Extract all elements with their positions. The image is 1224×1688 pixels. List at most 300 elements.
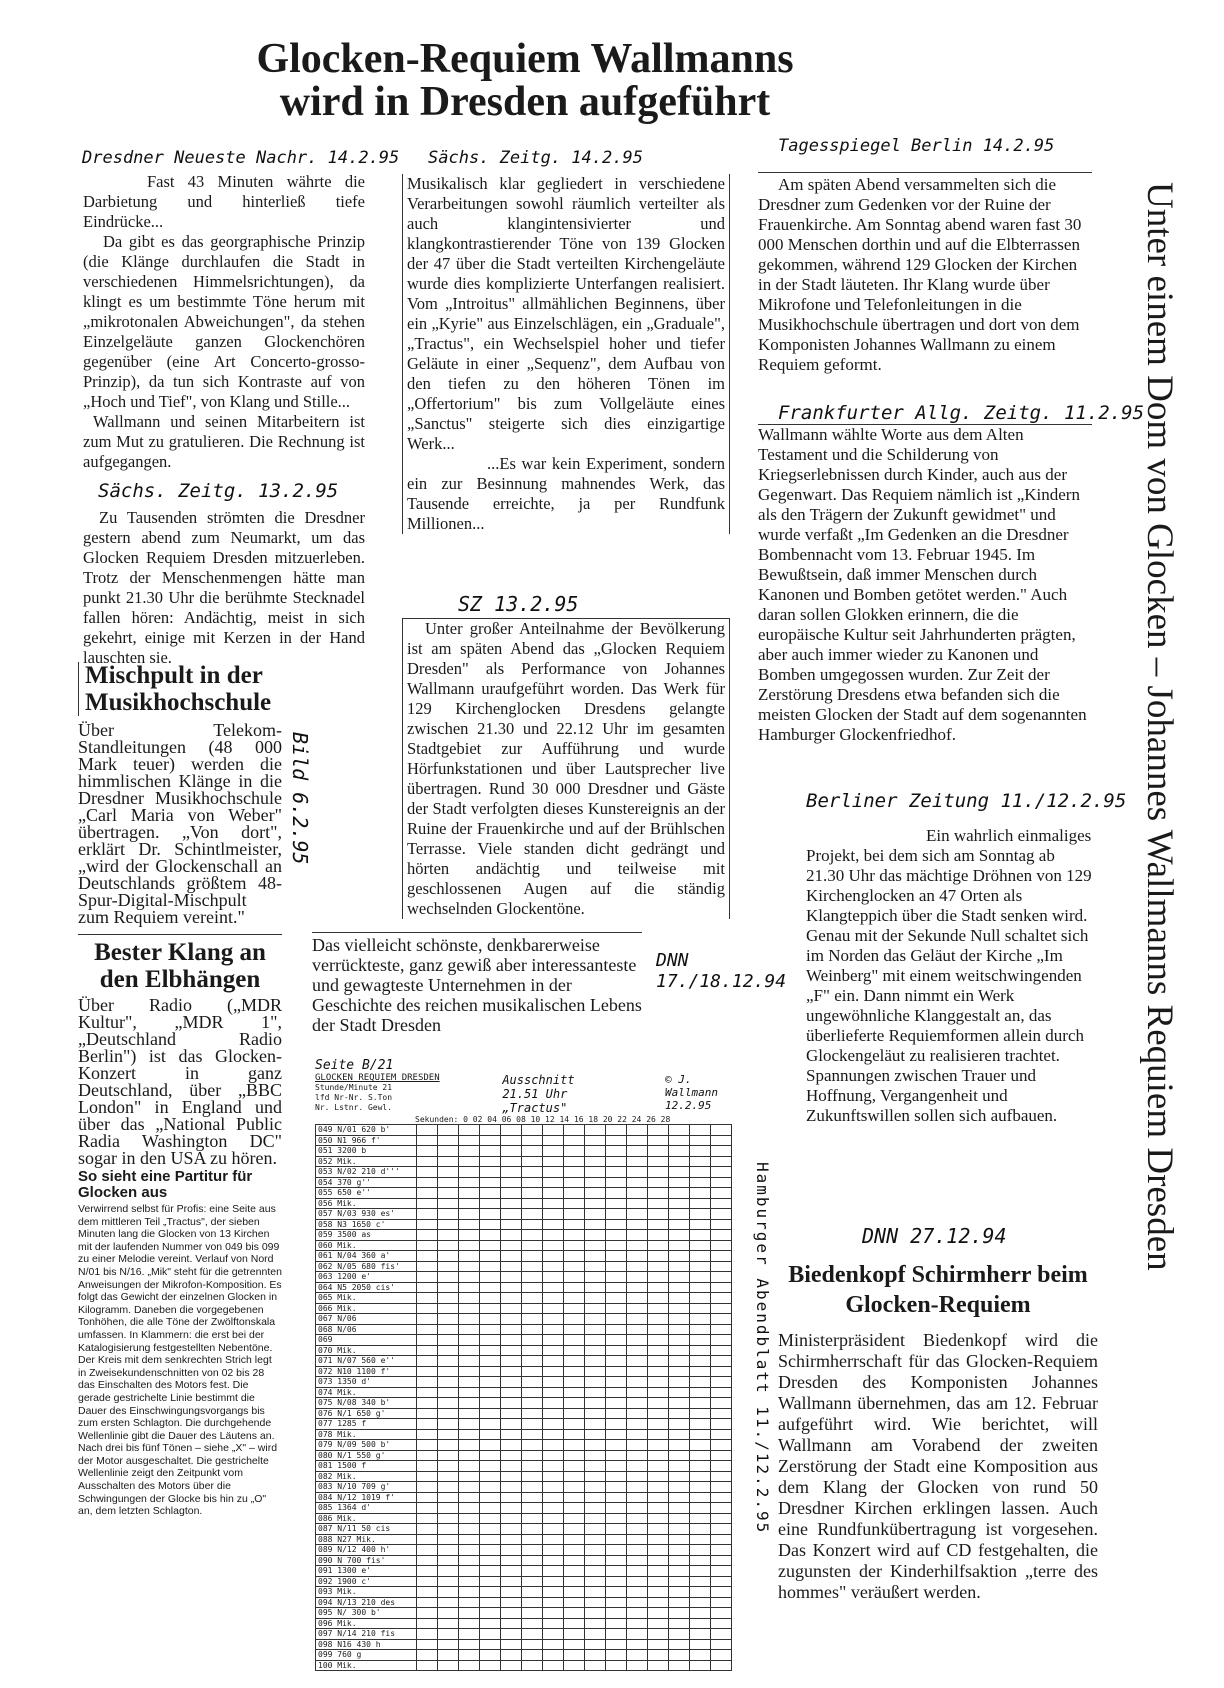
score-cell xyxy=(711,1398,732,1409)
score-cell xyxy=(564,1303,585,1314)
score-row-label: 061 N/04 360 a' xyxy=(316,1251,417,1262)
score-cell xyxy=(501,1167,522,1178)
score-cell xyxy=(669,1261,690,1272)
score-cell xyxy=(459,1240,480,1251)
score-cell xyxy=(711,1440,732,1451)
score-cell xyxy=(438,1650,459,1661)
score-cell xyxy=(438,1629,459,1640)
score-cell xyxy=(564,1587,585,1598)
score-row xyxy=(316,1324,732,1335)
score-cell xyxy=(711,1272,732,1283)
score-cell xyxy=(648,1377,669,1388)
score-cell xyxy=(690,1566,711,1577)
score-cell xyxy=(480,1566,501,1577)
score-cell xyxy=(648,1261,669,1272)
score-cell xyxy=(606,1576,627,1587)
score-cell xyxy=(480,1408,501,1419)
score-cell xyxy=(501,1419,522,1430)
score-row xyxy=(316,1419,732,1430)
score-cell xyxy=(480,1156,501,1167)
score-cell xyxy=(669,1524,690,1535)
score-cell xyxy=(522,1597,543,1608)
score-row-label: 051 3200 b xyxy=(316,1146,417,1157)
score-cell xyxy=(606,1209,627,1220)
score-page: Seite B/21 xyxy=(315,1058,394,1073)
article-berliner: Ein wahrlich einmaliges Projekt, bei dem sich am Sonntag ab 21.30 Uhr das mächtige Dröhnen von 129 Kirchenglocken an 47 Orten als Klangteppich über die Stadt senken wird. Genau mit der Sekunde Null schaltet sich im Norden das Geläut der Kirche „Im Weinberg" mit einem weitschwingenden „F" ein. Dann nimmt ein Werk ungewöhnliche Klanggestalt an, das überlieferte Requiemformen allein durch Glockengeläut zu realisieren trachtet. Spannungen zwischen Trauer und Hoffnung, Vergangenheit und Zukunftswillen sollen sich aufbauen. xyxy=(806,826,1092,1125)
score-cell xyxy=(690,1576,711,1587)
score-cell xyxy=(522,1240,543,1251)
score-cell xyxy=(543,1167,564,1178)
score-cell xyxy=(564,1146,585,1157)
score-cell xyxy=(501,1125,522,1136)
score-row-label: 090 N 700 fis' xyxy=(316,1555,417,1566)
score-cell xyxy=(606,1198,627,1209)
score-cell xyxy=(543,1230,564,1241)
score-cell xyxy=(585,1471,606,1482)
score-cell xyxy=(417,1440,438,1451)
article-sz14 xyxy=(402,174,730,534)
score-row xyxy=(316,1492,732,1503)
score-row xyxy=(316,1524,732,1535)
score-cell xyxy=(501,1429,522,1440)
score-cell xyxy=(711,1293,732,1304)
score-cell xyxy=(501,1471,522,1482)
score-cell xyxy=(438,1135,459,1146)
score-cell xyxy=(690,1230,711,1241)
score-cell xyxy=(627,1156,648,1167)
score-cell xyxy=(690,1450,711,1461)
score-cell xyxy=(669,1282,690,1293)
score-cell xyxy=(522,1282,543,1293)
score-cell xyxy=(606,1335,627,1346)
score-cell xyxy=(480,1345,501,1356)
score-cell xyxy=(627,1513,648,1524)
score-cell xyxy=(417,1272,438,1283)
score-cell xyxy=(564,1618,585,1629)
score-cell xyxy=(669,1461,690,1472)
score-cell xyxy=(585,1261,606,1272)
score-row-label: 067 N/06 xyxy=(316,1314,417,1325)
score-cell xyxy=(627,1125,648,1136)
score-cell xyxy=(585,1566,606,1577)
score-cell xyxy=(459,1608,480,1619)
score-cell xyxy=(543,1293,564,1304)
score-cell xyxy=(501,1377,522,1388)
score-cell xyxy=(606,1629,627,1640)
score-cell xyxy=(669,1576,690,1587)
score-cell xyxy=(627,1408,648,1419)
score-cell xyxy=(438,1303,459,1314)
score-cell xyxy=(522,1156,543,1167)
score-cell xyxy=(627,1429,648,1440)
score-cell xyxy=(459,1335,480,1346)
score-cell xyxy=(711,1335,732,1346)
score-cell xyxy=(417,1335,438,1346)
headline xyxy=(205,38,845,124)
score-cell xyxy=(522,1324,543,1335)
score-cell xyxy=(501,1209,522,1220)
score-cell xyxy=(522,1377,543,1388)
score-cell xyxy=(522,1293,543,1304)
score-cell xyxy=(606,1303,627,1314)
score-cell xyxy=(459,1503,480,1514)
dnn14-p3: Wallmann und seinen Mitarbeitern ist zum Mut zu gratulieren. Die Rechnung ist aufgegangen. xyxy=(83,412,365,471)
score-cell xyxy=(522,1408,543,1419)
score-cell xyxy=(543,1314,564,1325)
score-cell xyxy=(669,1566,690,1577)
article-sz13b: Unter großer Anteilnahme der Bevölkerung ist am späten Abend das „Glocken Requiem Dresden" als Performance von Johannes Wallmann uraufgeführt worden. Das Werk für 129 Kirchenglocken Dresdens gelangte zwischen 21.30 und 22.12 Uhr im gesamten Stadtgebiet zur Aufführung und wurde Hörfunkstationen und über Lautsprecher live übertragen. Rund 30 000 Dresdner und Gäste der Stadt verfolgten dieses Kunstereignis an der Ruine der Frauenkirche und auf der Brühlschen Terrasse. Viele standen dicht gedrängt und hörten andächtig und teilweise mit geschlossenen Augen auf die ständig wechselnden Glockentöne. xyxy=(402,618,730,919)
score-row xyxy=(316,1440,732,1451)
score-cell xyxy=(606,1587,627,1598)
score-cell xyxy=(669,1293,690,1304)
score-cell xyxy=(648,1356,669,1367)
score-row xyxy=(316,1555,732,1566)
score-cell xyxy=(417,1219,438,1230)
score-cell xyxy=(543,1188,564,1199)
score-cell xyxy=(522,1188,543,1199)
score-cell xyxy=(627,1503,648,1514)
score-cell xyxy=(480,1261,501,1272)
score-cell xyxy=(459,1314,480,1325)
source-sz-13b: SZ 13.2.95 xyxy=(458,592,579,616)
score-cell xyxy=(480,1230,501,1241)
score-row-label: 072 N10 1100 f' xyxy=(316,1366,417,1377)
score-cell xyxy=(459,1482,480,1493)
score-row-label: 068 N/06 xyxy=(316,1324,417,1335)
score-cell xyxy=(648,1492,669,1503)
score-cell xyxy=(417,1555,438,1566)
score-cell xyxy=(438,1324,459,1335)
score-row xyxy=(316,1335,732,1346)
score-cell xyxy=(648,1240,669,1251)
score-cell xyxy=(606,1660,627,1671)
score-cell xyxy=(417,1618,438,1629)
score-cell xyxy=(648,1429,669,1440)
score-cell xyxy=(606,1618,627,1629)
source-hamburg: Hamburger Abendblatt 11./12.2.95 xyxy=(753,1162,772,1535)
score-cell xyxy=(543,1209,564,1220)
score-cell xyxy=(564,1576,585,1587)
score-cell xyxy=(711,1429,732,1440)
score-cell xyxy=(501,1555,522,1566)
score-cell xyxy=(459,1272,480,1283)
score-cell xyxy=(648,1135,669,1146)
score-row xyxy=(316,1503,732,1514)
score-row xyxy=(316,1261,732,1272)
score-cell xyxy=(438,1282,459,1293)
score-cell xyxy=(543,1156,564,1167)
score-cell xyxy=(690,1398,711,1409)
score-cell xyxy=(627,1461,648,1472)
score-cell xyxy=(711,1230,732,1241)
score-row-label: 060 Mik. xyxy=(316,1240,417,1251)
score-row-label: 094 N/13 210 des xyxy=(316,1597,417,1608)
score-row xyxy=(316,1377,732,1388)
score-cell xyxy=(522,1471,543,1482)
score-cell xyxy=(627,1167,648,1178)
score-cell xyxy=(417,1251,438,1262)
score-cell xyxy=(438,1314,459,1325)
score-cell xyxy=(501,1188,522,1199)
score-cell xyxy=(480,1482,501,1493)
score-cell xyxy=(543,1471,564,1482)
score-cell xyxy=(501,1146,522,1157)
score-cell xyxy=(585,1177,606,1188)
score-row-label: 091 1300 e' xyxy=(316,1566,417,1577)
score-cell xyxy=(711,1513,732,1524)
score-cell xyxy=(669,1482,690,1493)
score-cell xyxy=(690,1545,711,1556)
score-row-label: 098 N16 430 h xyxy=(316,1639,417,1650)
score-cell xyxy=(627,1419,648,1430)
score-cell xyxy=(690,1177,711,1188)
score-cell xyxy=(585,1419,606,1430)
score-cell xyxy=(690,1198,711,1209)
score-row xyxy=(316,1618,732,1629)
score-cell xyxy=(480,1335,501,1346)
score-cell xyxy=(669,1618,690,1629)
score-cell xyxy=(669,1639,690,1650)
score-row-label: 087 N/11 50 cis xyxy=(316,1524,417,1535)
article-dnn14 xyxy=(83,172,365,472)
score-cell xyxy=(501,1156,522,1167)
score-cell xyxy=(585,1293,606,1304)
score-cell xyxy=(690,1272,711,1283)
score-cell xyxy=(501,1324,522,1335)
score-cell xyxy=(585,1629,606,1640)
score-cell xyxy=(522,1534,543,1545)
score-cell xyxy=(585,1240,606,1251)
score-cell xyxy=(690,1513,711,1524)
score-cell xyxy=(690,1240,711,1251)
score-cell xyxy=(438,1408,459,1419)
score-cell xyxy=(480,1419,501,1430)
score-cell xyxy=(627,1545,648,1556)
score-row-label: 069 xyxy=(316,1335,417,1346)
score-cell xyxy=(585,1545,606,1556)
score-cell xyxy=(459,1650,480,1661)
score-cell xyxy=(501,1566,522,1577)
score-cell xyxy=(543,1366,564,1377)
score-row xyxy=(316,1398,732,1409)
score-cell xyxy=(669,1156,690,1167)
score-cell xyxy=(480,1398,501,1409)
score-cell xyxy=(543,1660,564,1671)
score-cell xyxy=(438,1450,459,1461)
score-cell xyxy=(417,1146,438,1157)
score-cell xyxy=(522,1209,543,1220)
article-dnn27 xyxy=(778,1260,1098,1603)
score-cell xyxy=(627,1618,648,1629)
score-cell xyxy=(669,1492,690,1503)
score-cell xyxy=(648,1251,669,1262)
score-cell xyxy=(627,1650,648,1661)
score-cell xyxy=(648,1198,669,1209)
score-cell xyxy=(543,1545,564,1556)
score-cell xyxy=(522,1272,543,1283)
score-row-label: 075 N/08 340 b' xyxy=(316,1398,417,1409)
score-cell xyxy=(648,1335,669,1346)
score-cell xyxy=(501,1450,522,1461)
score-cell xyxy=(585,1377,606,1388)
score-cell xyxy=(711,1618,732,1629)
score-row xyxy=(316,1314,732,1325)
score-cell xyxy=(606,1408,627,1419)
score-cell xyxy=(417,1230,438,1241)
score-cell xyxy=(543,1555,564,1566)
score-cell xyxy=(438,1356,459,1367)
score-seconds: Sekunden: 0 02 04 06 08 10 12 14 16 18 20 22 24 26 28 xyxy=(415,1115,671,1124)
score-row-label: 052 Mik. xyxy=(316,1156,417,1167)
score-row xyxy=(316,1461,732,1472)
score-row-label: 093 Mik. xyxy=(316,1587,417,1598)
score-cell xyxy=(669,1240,690,1251)
dnn14-p2: Da gibt es das georgraphische Prinzip (die Klänge durchlaufen die Stadt in verschiedenen Himmelsrichtungen), da klingt es um bestimmte Töne herum mit „mikrotonalen Abweichungen", da stehen Einzelgeläute ganzen Glockenchören gegenüber (eine Art Concerto-grosso-Prinzip), da tun sich Kontraste auf von „Hoch und Tief", von Klang und Stille... xyxy=(83,232,365,411)
score-cell xyxy=(564,1492,585,1503)
score-cell xyxy=(543,1524,564,1535)
score-cell xyxy=(711,1167,732,1178)
score-cell xyxy=(690,1335,711,1346)
score-cell xyxy=(648,1272,669,1283)
score-cell xyxy=(606,1461,627,1472)
score-row xyxy=(316,1146,732,1157)
score-row xyxy=(316,1534,732,1545)
score-cell xyxy=(564,1282,585,1293)
dnn27-head: Biedenkopf Schirmherr beim Glocken-Requiem xyxy=(788,1262,1088,1318)
score-cell xyxy=(480,1135,501,1146)
score-cell xyxy=(564,1534,585,1545)
score-cell xyxy=(522,1261,543,1272)
score-row xyxy=(316,1429,732,1440)
score-cell xyxy=(438,1618,459,1629)
score-cell xyxy=(690,1419,711,1430)
score-cell xyxy=(543,1429,564,1440)
score-cell xyxy=(501,1356,522,1367)
score-cell xyxy=(501,1293,522,1304)
score-cell xyxy=(627,1440,648,1451)
score-cell xyxy=(543,1198,564,1209)
score-cell xyxy=(543,1408,564,1419)
score-cell xyxy=(564,1545,585,1556)
score-cell xyxy=(438,1230,459,1241)
score-row xyxy=(316,1156,732,1167)
score-cell xyxy=(564,1219,585,1230)
score-cell xyxy=(459,1524,480,1535)
score-cell xyxy=(564,1482,585,1493)
score-row xyxy=(316,1240,732,1251)
score-cell xyxy=(522,1618,543,1629)
score-cell xyxy=(543,1356,564,1367)
score-row-label: 099 760 g xyxy=(316,1650,417,1661)
score-cell xyxy=(417,1188,438,1199)
score-cell xyxy=(711,1629,732,1640)
score-cell xyxy=(690,1408,711,1419)
score-cell xyxy=(669,1125,690,1136)
score-cell xyxy=(711,1146,732,1157)
score-cell xyxy=(543,1492,564,1503)
score-row xyxy=(316,1251,732,1262)
score-cell xyxy=(627,1135,648,1146)
score-cell xyxy=(648,1146,669,1157)
score-cell xyxy=(459,1198,480,1209)
score-cell xyxy=(480,1608,501,1619)
score-cell xyxy=(711,1492,732,1503)
score-row xyxy=(316,1230,732,1241)
score-cell xyxy=(501,1240,522,1251)
score-cell xyxy=(564,1188,585,1199)
score-cell xyxy=(480,1240,501,1251)
score-cell xyxy=(417,1387,438,1398)
score-cell xyxy=(543,1272,564,1283)
score-cell xyxy=(459,1440,480,1451)
score-cell xyxy=(606,1146,627,1157)
score-cell xyxy=(690,1219,711,1230)
score-row-label: 066 Mik. xyxy=(316,1303,417,1314)
source-dnn-27: DNN 27.12.94 xyxy=(862,1224,1007,1248)
score-cell xyxy=(501,1650,522,1661)
score-cell xyxy=(564,1314,585,1325)
score-cell xyxy=(543,1576,564,1587)
score-cell xyxy=(459,1555,480,1566)
score-cell xyxy=(564,1387,585,1398)
score-cell xyxy=(438,1261,459,1272)
bild-head1: Mischpult in der Musikhochschule xyxy=(78,662,282,716)
score-cell xyxy=(501,1219,522,1230)
score-cell xyxy=(669,1429,690,1440)
score-cell xyxy=(648,1440,669,1451)
score-cell xyxy=(648,1618,669,1629)
score-cell xyxy=(711,1524,732,1535)
score-cell xyxy=(585,1219,606,1230)
score-cell xyxy=(522,1608,543,1619)
score-cell xyxy=(606,1440,627,1451)
score-cell xyxy=(522,1419,543,1430)
score-cell xyxy=(585,1167,606,1178)
score-cell xyxy=(606,1282,627,1293)
score-cell xyxy=(459,1545,480,1556)
score-cell xyxy=(648,1513,669,1524)
score-row xyxy=(316,1545,732,1556)
score-cell xyxy=(690,1555,711,1566)
headline-line1: Glocken-Requiem Wallmanns xyxy=(256,36,794,82)
score-cell xyxy=(711,1282,732,1293)
score-cell xyxy=(459,1324,480,1335)
score-cell xyxy=(648,1450,669,1461)
score-row xyxy=(316,1660,732,1671)
score-cell xyxy=(648,1650,669,1661)
score-cell xyxy=(627,1272,648,1283)
score-cell xyxy=(669,1471,690,1482)
score-cell xyxy=(711,1188,732,1199)
score-cell xyxy=(627,1303,648,1314)
score-note: Ausschnitt 21.51 Uhr „Tractus" xyxy=(502,1073,575,1115)
score-cell xyxy=(543,1219,564,1230)
score-cell xyxy=(648,1398,669,1409)
source-dnn-14: Dresdner Neueste Nachr. 14.2.95 xyxy=(82,148,400,168)
score-cell xyxy=(648,1125,669,1136)
score-cell xyxy=(585,1503,606,1514)
score-cell xyxy=(606,1125,627,1136)
score-cell xyxy=(480,1387,501,1398)
score-cell xyxy=(501,1524,522,1535)
score-cell xyxy=(585,1440,606,1451)
score-cell xyxy=(648,1587,669,1598)
score-cell xyxy=(606,1377,627,1388)
score-cell xyxy=(501,1545,522,1556)
score-cell xyxy=(459,1146,480,1157)
score-cell xyxy=(669,1587,690,1598)
score-cell xyxy=(648,1314,669,1325)
